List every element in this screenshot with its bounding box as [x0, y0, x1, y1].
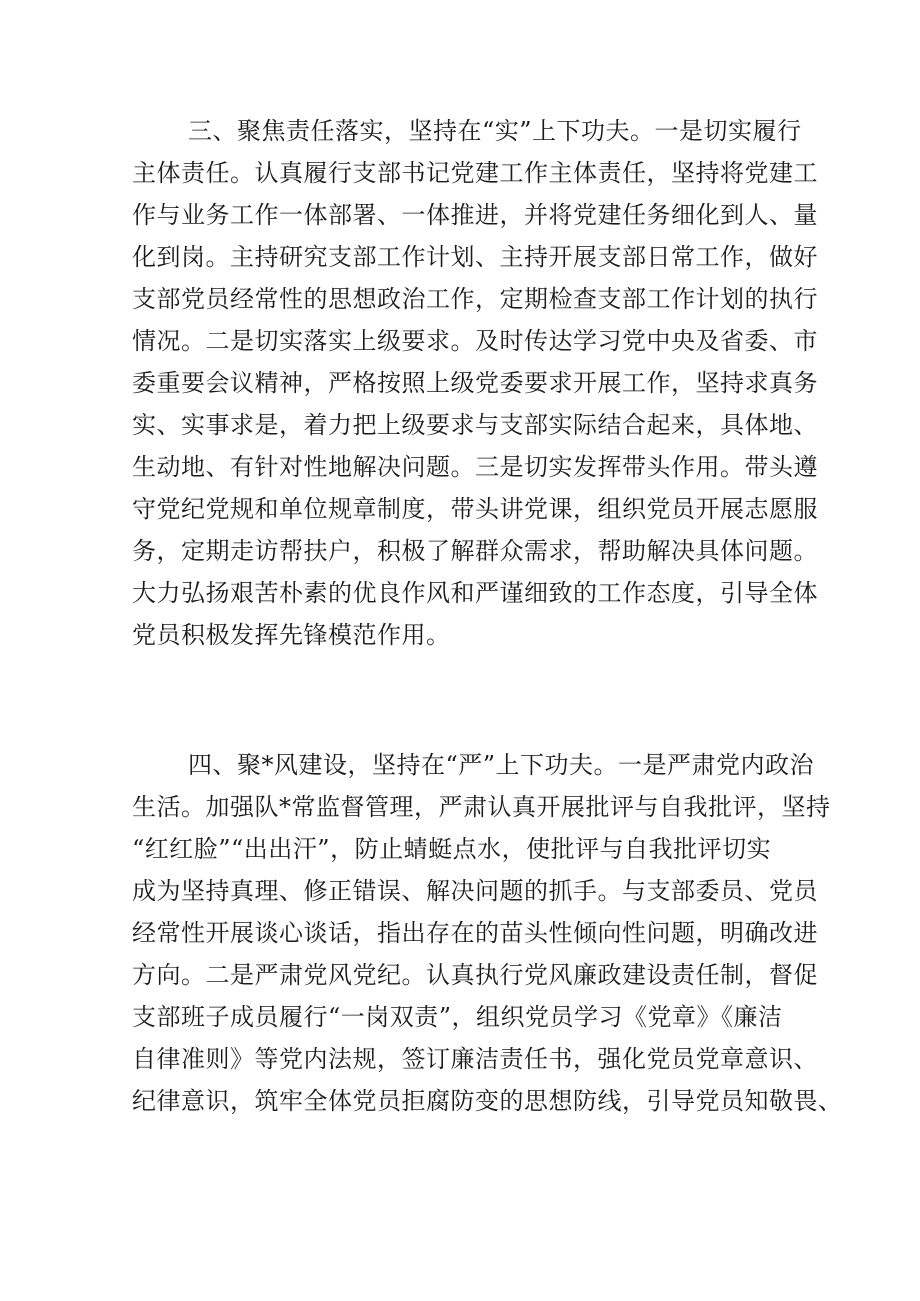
paragraph-line: 作与业务工作一体部署、一体推进，并将党建任务细化到人、量: [132, 201, 818, 229]
paragraph-line: 方向。二是严肃党风党纪。认真执行党风廉政建设责任制，督促: [132, 961, 818, 989]
paragraph-line: 成为坚持真理、修正错误、解决问题的抓手。与支部委员、党员: [132, 877, 818, 905]
paragraph-line: 实、实事求是，着力把上级要求与支部实际结合起来，具体地、: [132, 411, 818, 439]
paragraph-line: 纪律意识，筑牢全体党员拒腐防变的思想防线，引导党员知敬畏、: [132, 1087, 843, 1115]
paragraph-line: “红红脸”“出出汗”，防止蜻蜓点水，使批评与自我批评切实: [132, 835, 772, 863]
paragraph-line: 委重要会议精神，严格按照上级党委要求开展工作，坚持求真务: [132, 369, 818, 397]
paragraph-line: 务，定期走访帮扶户，积极了解群众需求，帮助解决具体问题。: [132, 537, 818, 565]
paragraph-line: 大力弘扬艰苦朴素的优良作风和严谨细致的工作态度，引导全体: [132, 579, 818, 607]
paragraph-section-four: [132, 744, 843, 1122]
paragraph-line: 支部党员经常性的思想政治工作，定期检查支部工作计划的执行: [132, 285, 818, 313]
paragraph-line: 生动地、有针对性地解决问题。三是切实发挥带头作用。带头遵: [132, 453, 818, 481]
paragraph-line: 四、聚*风建设，坚持在“严”上下功夫。一是严肃党内政治: [188, 751, 815, 779]
paragraph-line: 支部班子成员履行“一岗双责”，组织党员学习《党章》《廉洁: [132, 1003, 783, 1031]
paragraph-section-three: [132, 110, 818, 656]
paragraph-line: 化到岗。主持研究支部工作计划、主持开展支部日常工作，做好: [132, 243, 818, 271]
paragraph-line: 守党纪党规和单位规章制度，带头讲党课，组织党员开展志愿服: [132, 495, 818, 523]
paragraph-line: 情况。二是切实落实上级要求。及时传达学习党中央及省委、市: [132, 327, 818, 355]
paragraph-line: 经常性开展谈心谈话，指出存在的苗头性倾向性问题，明确改进: [132, 919, 818, 947]
paragraph-line: 主体责任。认真履行支部书记党建工作主体责任，坚持将党建工: [132, 159, 818, 187]
paragraph-line: 生活。加强队*常监督管理，严肃认真开展批评与自我批评，坚持: [132, 793, 831, 821]
paragraph-line: 自律准则》等党内法规，签订廉洁责任书，强化党员党章意识、: [132, 1045, 818, 1073]
paragraph-line: 三、聚焦责任落实，坚持在“实”上下功夫。一是切实履行: [188, 117, 802, 145]
paragraph-line: 党员积极发挥先锋模范作用。: [132, 621, 451, 649]
